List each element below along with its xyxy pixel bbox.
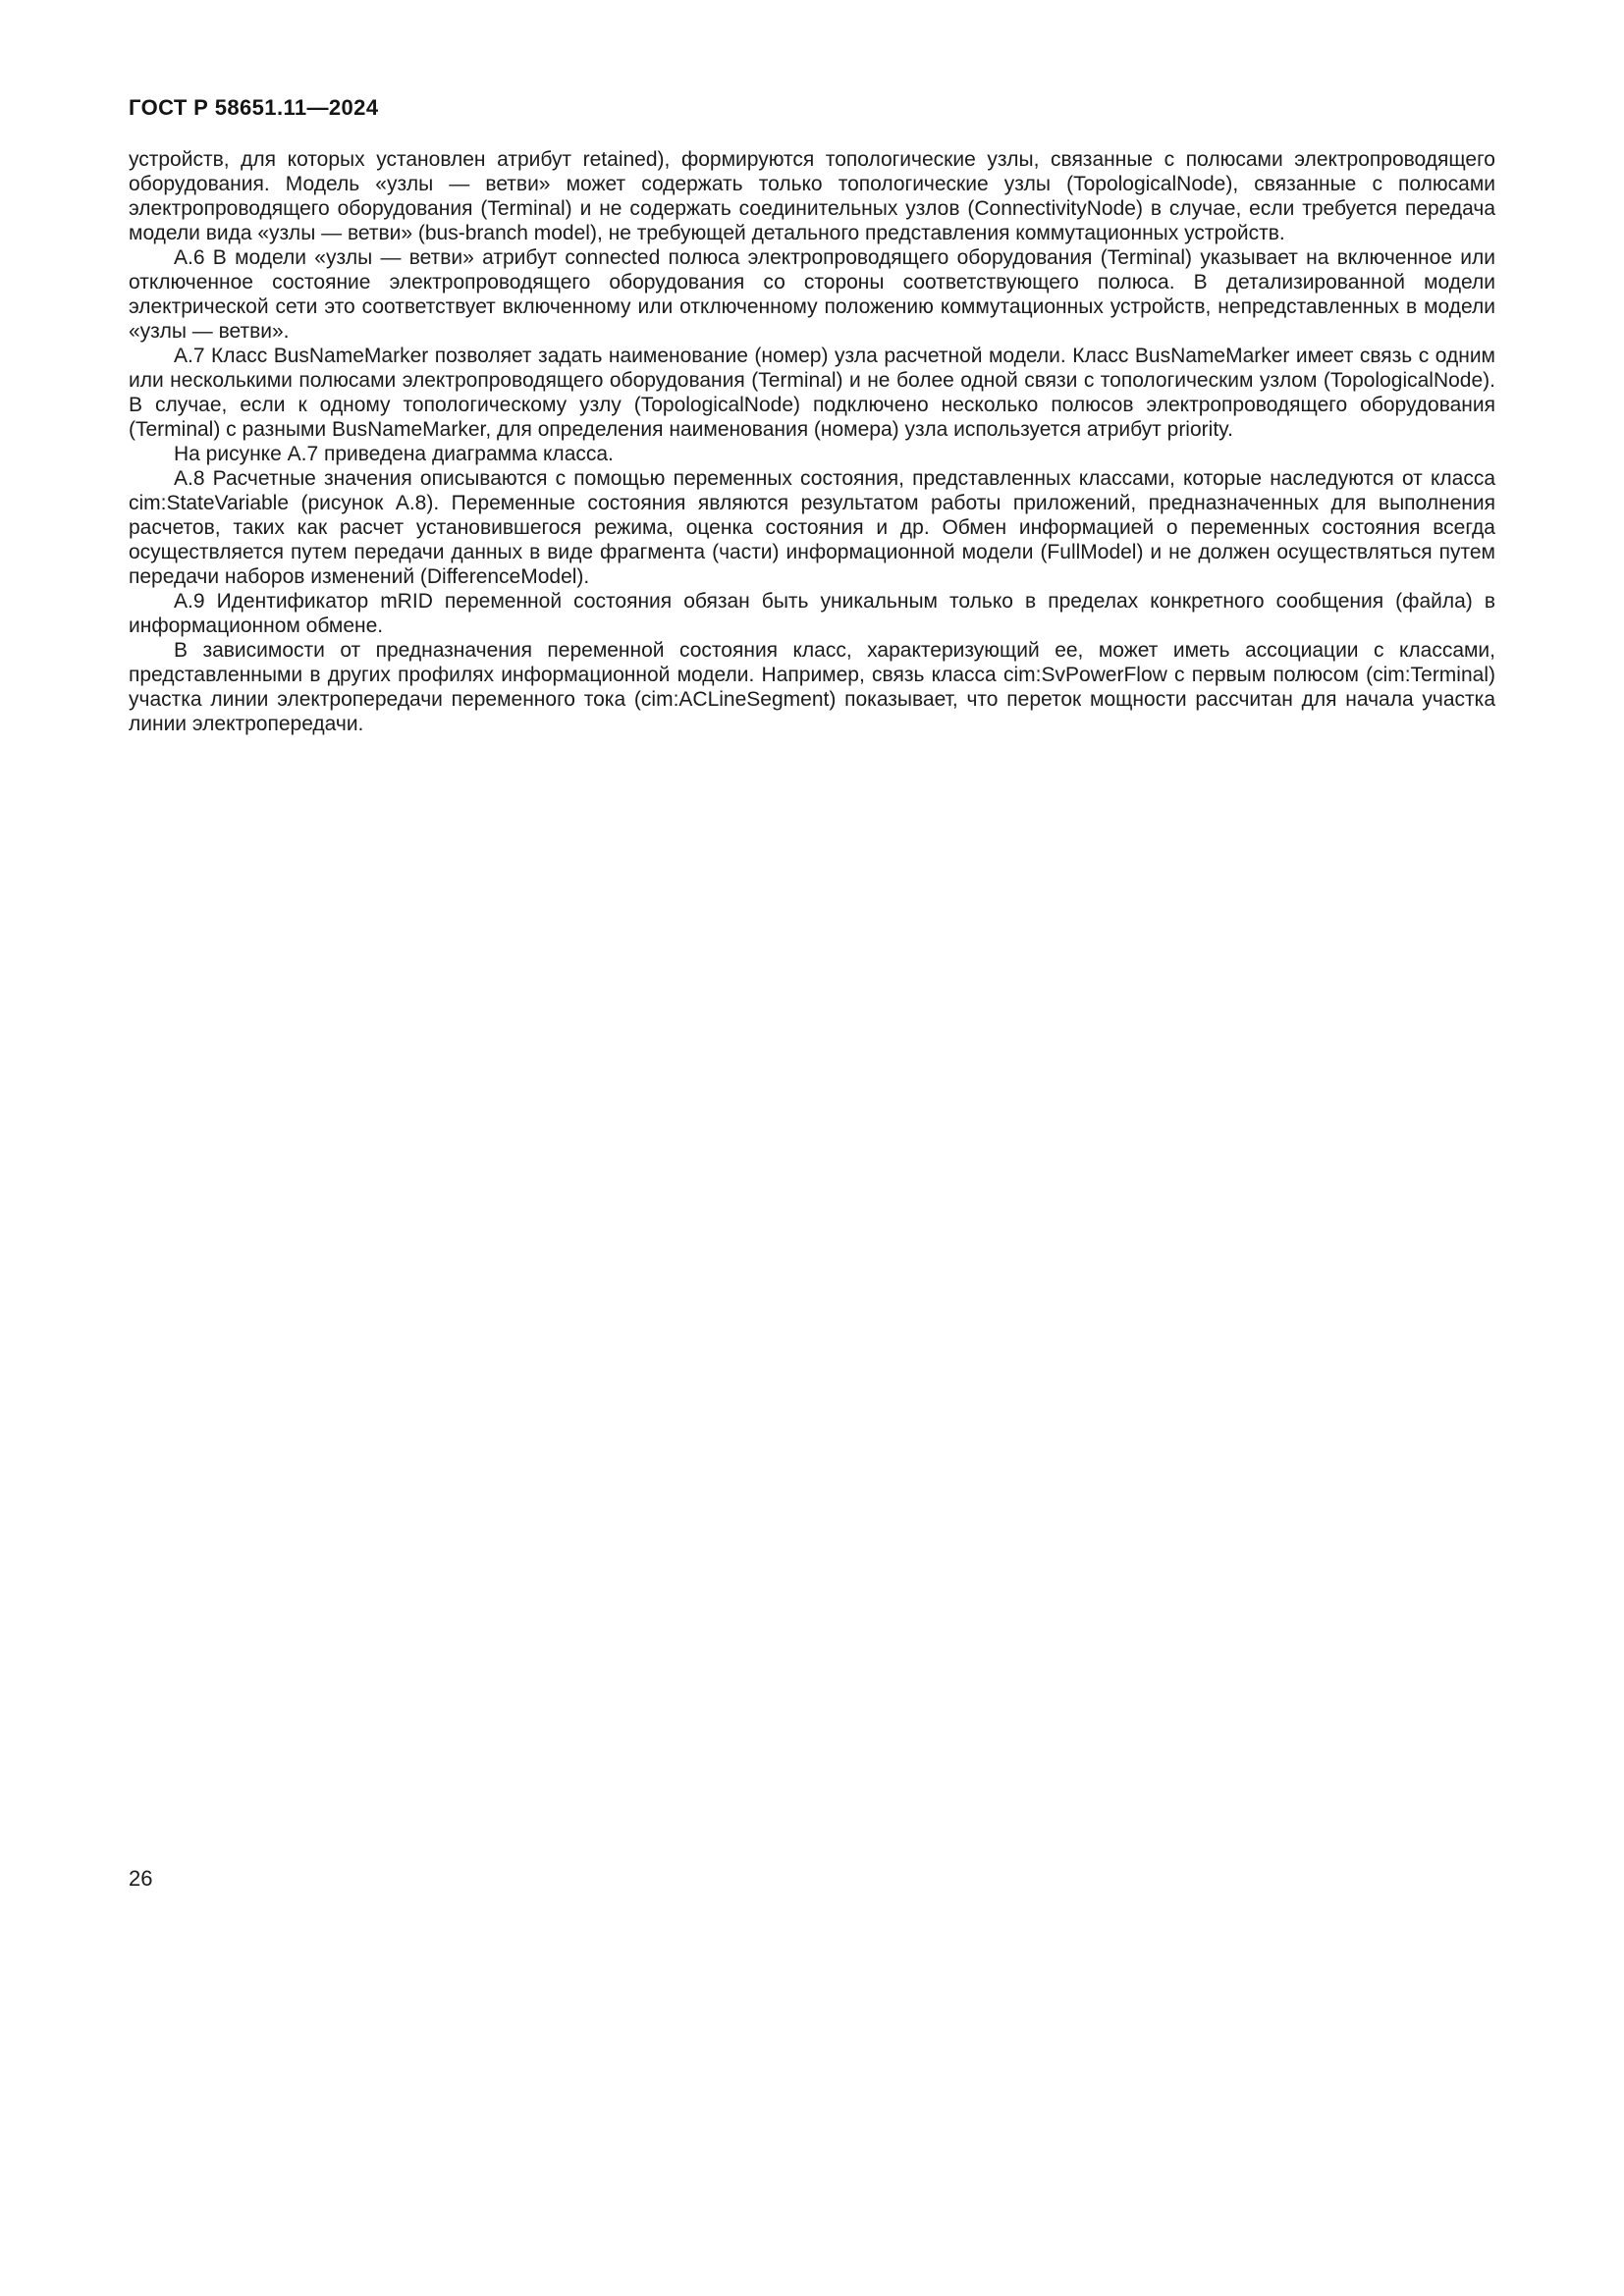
- paragraph-a9-continuation: В зависимости от предназначения переменной состояния класс, характеризующий ее, может иметь ассоциации с классами, представленными в других профилях информационной модели. Например, связь класса cim:SvPowerFlow с первым полюсом (cim:Terminal) участка линии электропередачи переменного тока (cim:ACLineSegment) показывает, что переток мощности рассчитан для начала участка линии электропередачи.: [129, 639, 1495, 735]
- paragraph-figure-reference: На рисунке А.7 приведена диаграмма класса.: [174, 443, 614, 465]
- document-body: [129, 147, 1495, 736]
- paragraph-a8: А.8 Расчетные значения описываются с помощью переменных состояния, представленных классами, которые наследуются от класса cim:StateVariable (рисунок А.8). Переменные состояния являются результатом работы приложений, предназначенных для выполнения расчетов, таких как расчет установившегося режима, оценка состояния и др. Обмен информацией о переменных состояния всегда осуществляется путем передачи данных в виде фрагмента (части) информационной модели (FullModel) и не должен осуществляться путем передачи наборов изменений (DifferenceModel).: [129, 467, 1495, 588]
- paragraph-a9: А.9 Идентификатор mRID переменной состояния обязан быть уникальным только в пределах конкретного сообщения (файла) в информационном обмене.: [129, 590, 1495, 637]
- document-standard-number: ГОСТ Р 58651.11—2024: [129, 95, 379, 120]
- paragraph-continuation: устройств, для которых установлен атрибут retained), формируются топологические узлы, связанные с полюсами электропроводящего оборудования. Модель «узлы — ветви» может содержать только топологические узлы (TopologicalNode), связанные с полюсами электропроводящего оборудования (Terminal) и не содержать соединительных узлов (ConnectivityNode) в случае, если требуется передача модели вида «узлы — ветви» (bus-branch model), не требующей детального представления коммутационных устройств.: [129, 148, 1495, 244]
- paragraph-a7: А.7 Класс BusNameMarker позволяет задать наименование (номер) узла расчетной модели. Класс BusNameMarker имеет связь с одним или несколькими полюсами электропроводящего оборудования (Terminal) и не более одной связи с топологическим узлом (TopologicalNode). В случае, если к одному топологическому узлу (TopologicalNode) подключено несколько полюсов электропроводящего оборудования (Terminal) с разными BusNameMarker, для определения наименования (номера) узла используется атрибут priority.: [129, 345, 1495, 441]
- paragraph-a6: А.6 В модели «узлы — ветви» атрибут connected полюса электропроводящего оборудования (Terminal) указывает на включенное или отключенное состояние электропроводящего оборудования со стороны соответствующего полюса. В детализированной модели электрической сети это соответствует включенному или отключенному положению коммутационных устройств, непредставленных в модели «узлы — ветви».: [129, 246, 1495, 343]
- page-number: 26: [129, 1866, 153, 1891]
